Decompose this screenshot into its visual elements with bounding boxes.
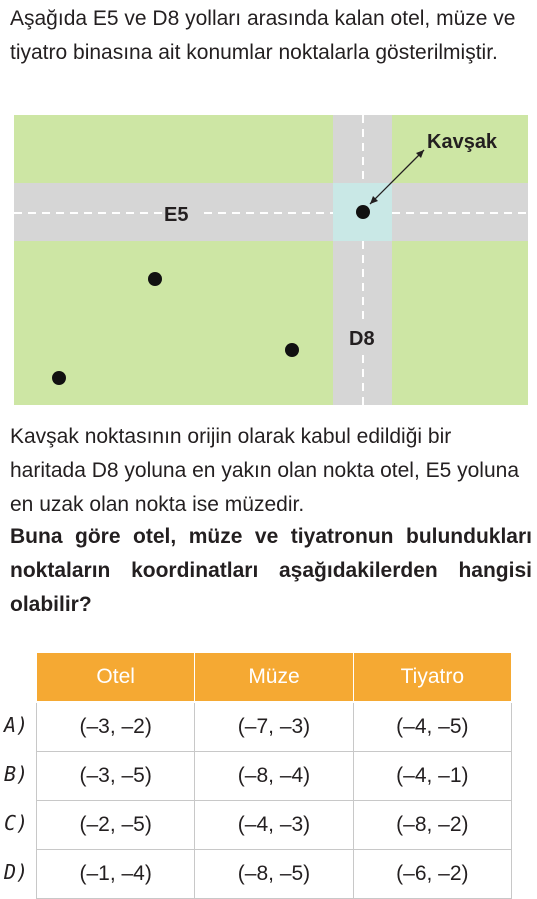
road-d8-label: D8 (349, 328, 375, 350)
table-row-a[interactable] (37, 702, 512, 752)
cell-otel: (–2, –5) (37, 801, 195, 850)
cell-muze: (–4, –3) (195, 801, 353, 850)
cell-otel: (–1, –4) (37, 850, 195, 899)
cell-muze: (–8, –5) (195, 850, 353, 899)
header-muze: Müze (195, 653, 353, 703)
option-letter-c[interactable]: C) (4, 811, 29, 835)
table-row-d[interactable] (37, 850, 512, 899)
map-figure (14, 115, 528, 405)
header-otel: Otel (37, 653, 195, 703)
junction-dot (356, 205, 370, 219)
description-text: Kavşak noktasının orijin olarak kabul edildiği bir haritada D8 yoluna en yakın olan nokta otel, E5 yoluna en uzak olan nokta ise müzedir. (10, 425, 520, 516)
cell-otel: (–3, –5) (37, 752, 195, 801)
option-letter-d[interactable]: D) (4, 860, 29, 884)
cell-tiyatro: (–6, –2) (353, 850, 511, 899)
cell-tiyatro: (–4, –1) (353, 752, 511, 801)
cell-muze: (–8, –4) (195, 752, 353, 801)
table-row-b[interactable] (37, 752, 512, 801)
cell-tiyatro: (–4, –5) (353, 702, 511, 752)
grass-area (14, 115, 528, 405)
question-text: Buna göre otel, müze ve tiyatronun bulundukları noktaların koordinatları aşağıdakilerden hangisi olabilir? (10, 525, 532, 616)
location-dot (148, 272, 162, 286)
location-dot (285, 343, 299, 357)
table-row-c[interactable] (37, 801, 512, 850)
cell-muze: (–7, –3) (195, 702, 353, 752)
header-tiyatro: Tiyatro (353, 653, 511, 703)
options-table (36, 652, 512, 899)
junction-label: Kavşak (427, 131, 498, 153)
cell-tiyatro: (–8, –2) (353, 801, 511, 850)
intro-text: Aşağıda E5 ve D8 yolları arasında kalan otel, müze ve tiyatro binasına ait konumlar noktalarla gösterilmiştir. (10, 7, 516, 64)
road-e5-label: E5 (164, 204, 189, 226)
option-letter-b[interactable]: B) (4, 762, 29, 786)
map-svg (14, 115, 528, 405)
location-dot (52, 371, 66, 385)
table-header-row (37, 653, 512, 703)
cell-otel: (–3, –2) (37, 702, 195, 752)
option-letter-a[interactable]: A) (4, 713, 29, 737)
